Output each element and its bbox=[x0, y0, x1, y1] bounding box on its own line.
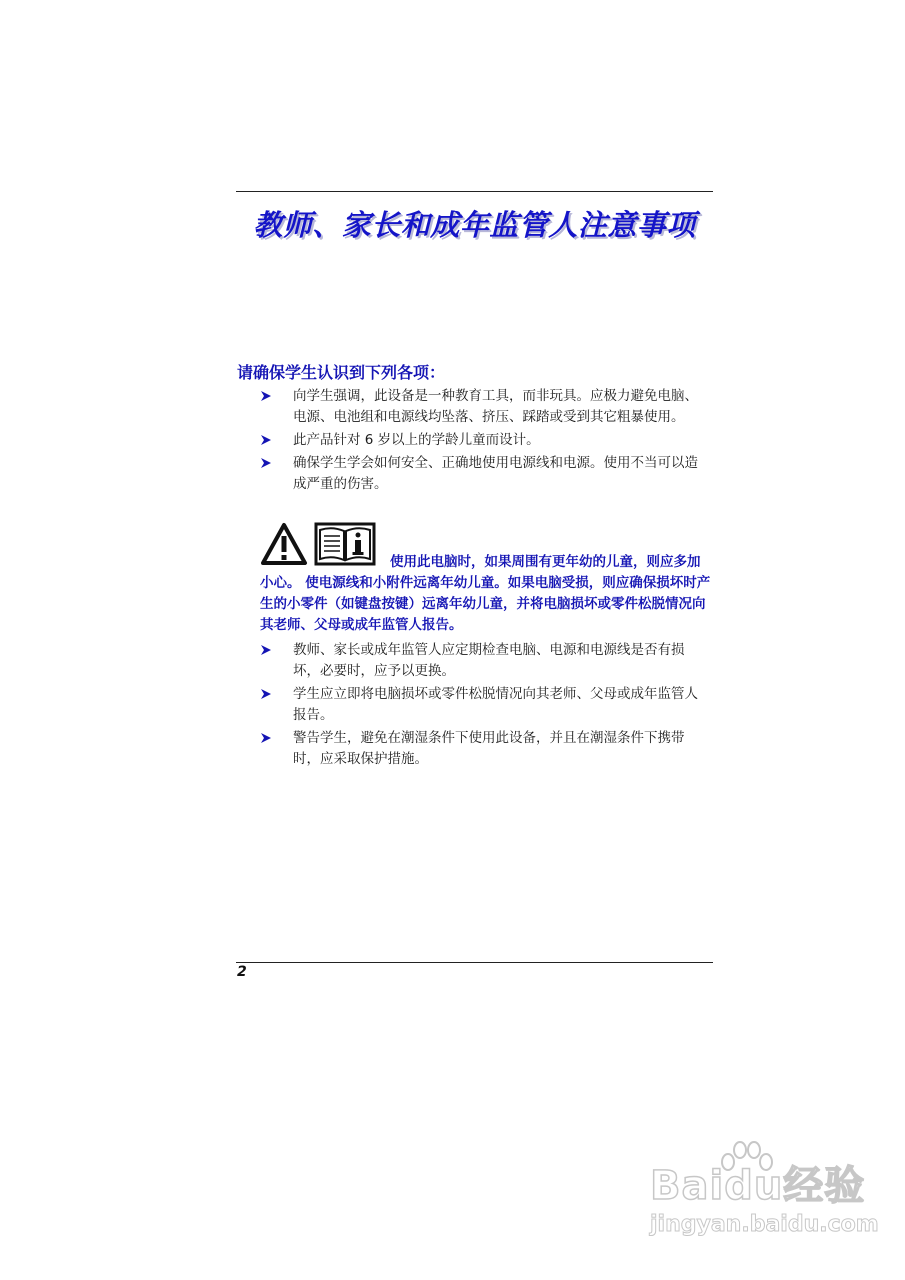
list-item-text: 教师、家长或成年监管人应定期检查电脑、电源和电源线是否有损坏，必要时，应予以更换。 bbox=[293, 642, 685, 679]
list-item bbox=[258, 430, 710, 451]
watermark-url: jingyan.baidu.com bbox=[650, 1212, 879, 1237]
arrow-bullet-icon bbox=[260, 688, 272, 700]
warning-text bbox=[260, 552, 712, 636]
list-item-text: 此产品针对 6 岁以上的学龄儿童而设计。 bbox=[293, 432, 540, 448]
arrow-bullet-icon bbox=[260, 457, 272, 469]
list-item-text: 向学生强调，此设备是一种教育工具，而非玩具。应极力避免电脑、电源、电池组和电源线均坠落、挤压、踩踏或受到其它粗暴使用。 bbox=[293, 388, 698, 425]
arrow-bullet-icon bbox=[260, 644, 272, 656]
arrow-bullet-icon bbox=[260, 434, 272, 446]
arrow-bullet-icon bbox=[260, 732, 272, 744]
list-item-text: 确保学生学会如何安全、正确地使用电源线和电源。使用不当可以造成严重的伤害。 bbox=[293, 455, 698, 492]
baidu-watermark bbox=[640, 1140, 879, 1260]
list-item bbox=[258, 728, 710, 770]
warning-rest: 多加小心。 使电源线和小附件远离年幼儿童。如果电脑受损，则应确保损坏时产生的小零件（如键盘按键）远离年幼儿童，并将电脑损坏或零件松脱情况向其老师、父母或成年监管人报告。 bbox=[260, 554, 711, 633]
list-item-text: 警告学生，避免在潮湿条件下使用此设备，并且在潮湿条件下携带时，应采取保护措施。 bbox=[293, 730, 685, 767]
list-item-text: 学生应立即将电脑损坏或零件松脱情况向其老师、父母或成年监管人报告。 bbox=[293, 686, 698, 723]
warning-line1: 使用此电脑时，如果周围有更年幼的儿童，则应 bbox=[390, 554, 674, 570]
precautions-list-1 bbox=[258, 386, 710, 497]
top-rule bbox=[236, 191, 713, 192]
list-item bbox=[258, 684, 710, 726]
list-item bbox=[258, 640, 710, 682]
bottom-rule bbox=[236, 962, 713, 963]
list-item bbox=[258, 453, 710, 495]
arrow-bullet-icon bbox=[260, 390, 272, 402]
watermark-brand: Baidu经验 bbox=[650, 1163, 866, 1209]
page-number: 2 bbox=[237, 964, 247, 980]
precautions-list-2 bbox=[258, 640, 710, 772]
page-title: 教师、家长和成年监管人注意事项 bbox=[253, 208, 696, 242]
section-heading: 请确保学生认识到下列各项： bbox=[237, 363, 446, 382]
list-item bbox=[258, 386, 710, 428]
